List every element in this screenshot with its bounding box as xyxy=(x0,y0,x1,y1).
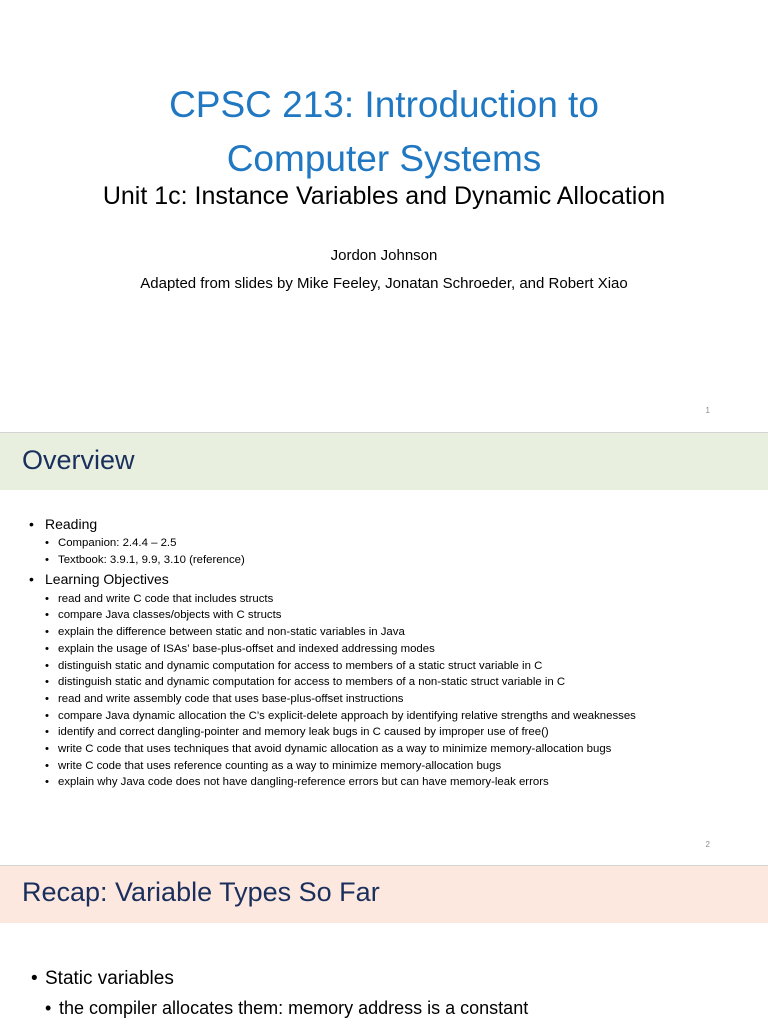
title-line-1: CPSC 213: Introduction to xyxy=(169,84,599,125)
overview-heading: Overview xyxy=(22,445,135,475)
static-variables-sublist xyxy=(45,996,731,1020)
list-item: • distinguish static and dynamic computation for access to members of a static struct variable in C xyxy=(45,660,729,672)
list-item: • read and write C code that includes structs xyxy=(45,593,729,605)
objectives-bullet xyxy=(29,571,729,788)
overview-list xyxy=(29,516,729,789)
static-variables-label: Static variables xyxy=(45,968,174,989)
recap-slide xyxy=(0,866,768,1024)
objectives-sublist xyxy=(45,593,729,789)
page-number: 2 xyxy=(705,840,710,849)
reading-sublist xyxy=(45,537,729,566)
list-item: • compare Java dynamic allocation the C’s explicit-delete approach by identifying relative strengths and weaknesses xyxy=(45,710,729,722)
heading-band xyxy=(0,866,768,923)
list-item: • explain why Java code does not have dangling-reference errors but can have memory-leak errors xyxy=(45,776,729,788)
objectives-label: Learning Objectives xyxy=(45,571,169,588)
title-line-2: Computer Systems xyxy=(226,138,542,179)
recap-list xyxy=(31,966,731,1020)
list-item: • explain the difference between static and non-static variables in Java xyxy=(45,626,729,638)
list-item: • distinguish static and dynamic computation for access to members of a non-static struct variable in C xyxy=(45,676,729,688)
list-item: • Textbook: 3.9.1, 9.9, 3.10 (reference) xyxy=(45,554,729,566)
reading-bullet xyxy=(29,516,729,566)
list-item: • Companion: 2.4.4 – 2.5 xyxy=(45,537,729,549)
list-item: • identify and correct dangling-pointer and memory leak bugs in C caused by improper use of free() xyxy=(45,726,729,738)
page-number: 1 xyxy=(705,406,710,415)
overview-slide xyxy=(0,433,768,865)
heading-band xyxy=(0,433,768,490)
list-item: • read and write assembly code that uses base-plus-offset instructions xyxy=(45,693,729,705)
slide-title xyxy=(0,78,768,186)
list-item: • compare Java classes/objects with C structs xyxy=(45,609,729,621)
static-variables-bullet xyxy=(31,966,731,1020)
recap-heading: Recap: Variable Types So Far xyxy=(22,877,380,907)
list-item: • explain the usage of ISAs’ base-plus-offset and indexed addressing modes xyxy=(45,643,729,655)
slide-subtitle: Unit 1c: Instance Variables and Dynamic Allocation xyxy=(102,182,666,210)
author-name: Jordon Johnson xyxy=(330,247,438,264)
reading-label: Reading xyxy=(45,516,98,532)
credit-line: Adapted from slides by Mike Feeley, Jonatan Schroeder, and Robert Xiao xyxy=(140,275,628,292)
list-item: • write C code that uses techniques that avoid dynamic allocation as a way to minimize memory-allocation bugs xyxy=(45,743,729,755)
list-item: • write C code that uses reference counting as a way to minimize memory-allocation bugs xyxy=(45,760,729,772)
title-slide xyxy=(0,0,768,432)
list-item: • the compiler allocates them: memory address is a constant xyxy=(45,996,731,1020)
